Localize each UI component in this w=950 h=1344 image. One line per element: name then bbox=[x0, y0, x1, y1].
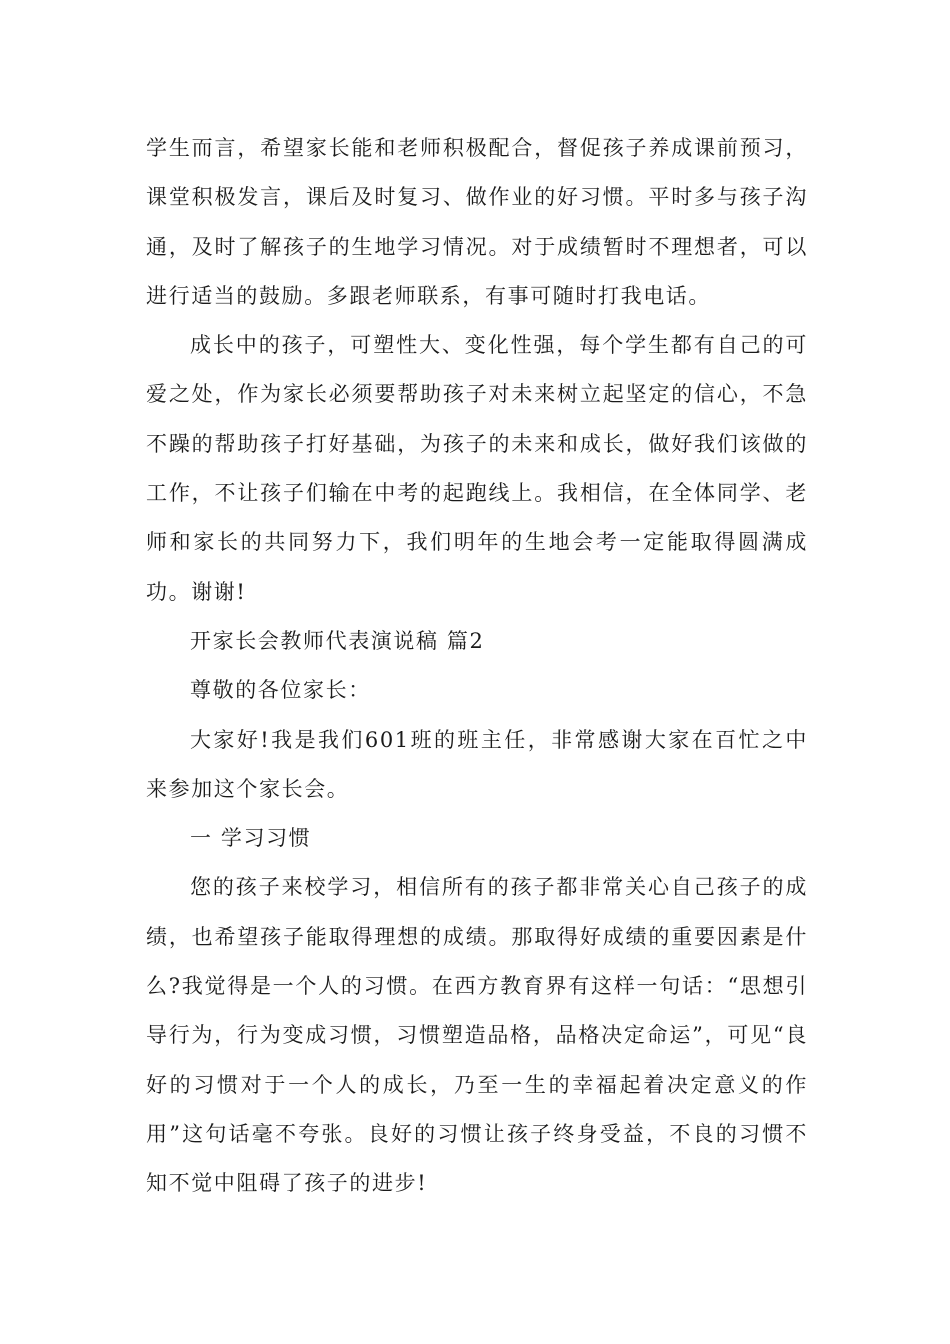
section-heading-title: 开家长会教师代表演说稿 篇2 bbox=[190, 628, 485, 653]
subheading-study-habits: 一 学习习惯 bbox=[190, 826, 312, 851]
paragraph-habits: 您的孩子来校学习，相信所有的孩子都非常关心自己孩子的成绩，也希望孩子能取得理想的成绩。那取得好成绩的重要因素是什么?我觉得是一个人的习惯。在西方教育界有这样一句话：“思想引导行为，行为变成习惯，习惯塑造品格，品格决定命运”，可见“良好的习惯对于一个人的成长，乃至一生的幸福起着决定意义的作用”这句话毫不夸张。良好的习惯让孩子终身受益，不良的习惯不知不觉中阻碍了孩子的进步! bbox=[146, 875, 808, 1196]
paragraph-2: 成长中的孩子，可塑性大、变化性强，每个学生都有自己的可爱之处，作为家长必须要帮助孩子对未来树立起坚定的信心，不急不躁的帮助孩子打好基础，为孩子的未来和成长，做好我们该做的工作，不让孩子们输在中考的起跑线上。我相信，在全体同学、老师和家长的共同努力下，我们明年的生地会考一定能取得圆满成功。谢谢! bbox=[146, 333, 808, 604]
paragraph-greeting: 大家好!我是我们601班的班主任，非常感谢大家在百忙之中来参加这个家长会。 bbox=[146, 727, 808, 801]
document-body bbox=[146, 124, 808, 1209]
salutation: 尊敬的各位家长： bbox=[190, 678, 371, 703]
paragraph-1: 学生而言，希望家长能和老师积极配合，督促孩子养成课前预习，课堂积极发言，课后及时复习、做作业的好习惯。平时多与孩子沟通，及时了解孩子的生地学习情况。对于成绩暂时不理想者，可以进行适当的鼓励。多跟老师联系，有事可随时打我电话。 bbox=[146, 136, 808, 308]
